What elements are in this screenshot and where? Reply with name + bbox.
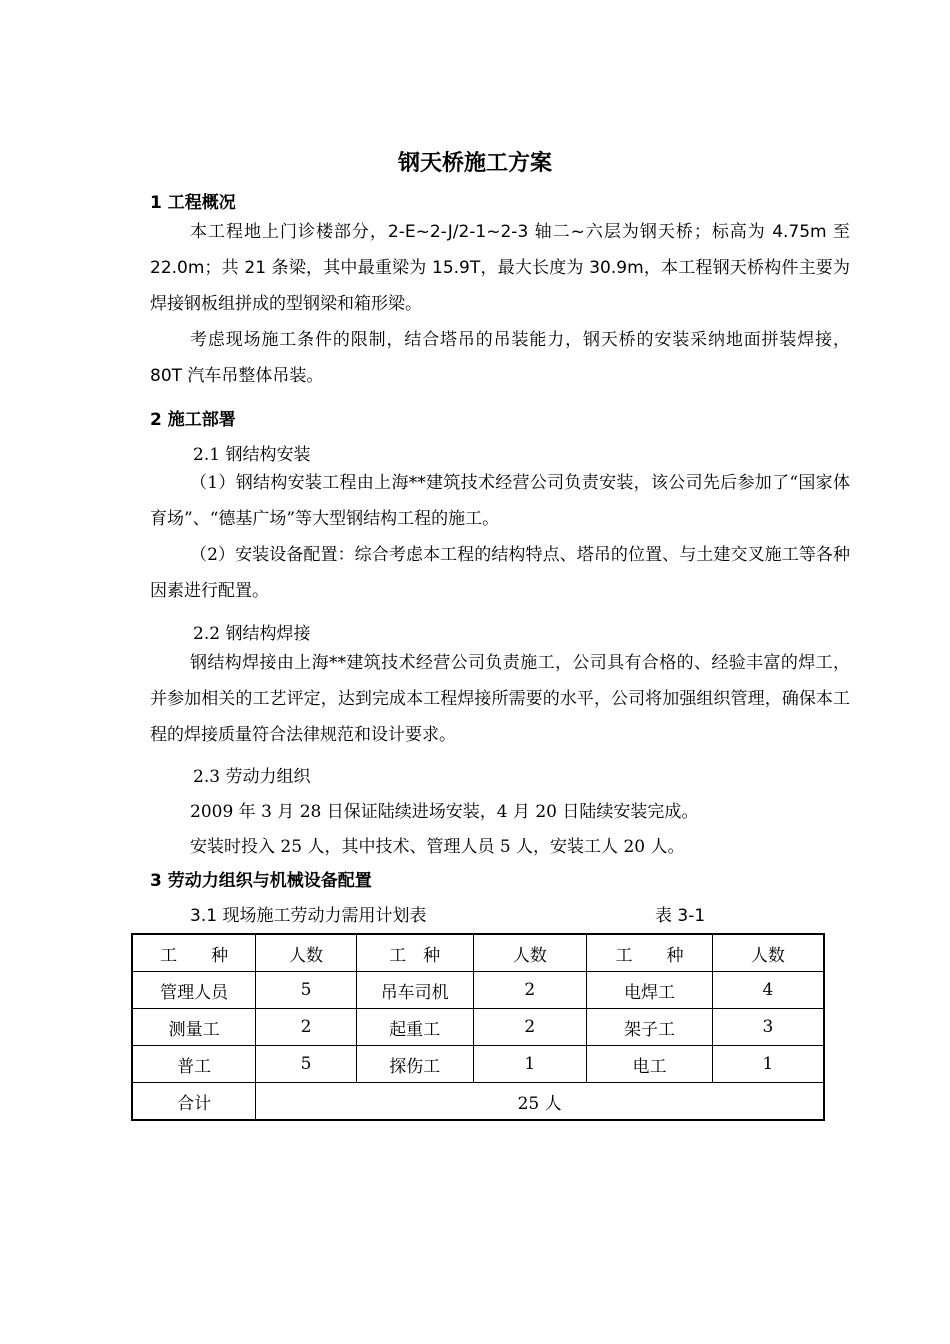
table-cell: 测量工 [132, 1009, 256, 1046]
table-cell: 2 [473, 972, 587, 1009]
section-2-paragraph-2: （2）安装设备配置：综合考虑本工程的结构特点、塔吊的位置、与土建交叉施工等各种因素进行配置。 [150, 545, 850, 601]
header-cell: 工 种 [587, 934, 713, 972]
total-label-cell: 合计 [132, 1083, 256, 1121]
schedule-line: 2009 年 3 月 28 日保证陆续进场安装，4 月 20 日陆续安装完成。 [190, 802, 699, 822]
table-cell: 2 [473, 1009, 587, 1046]
header-cell: 工 种 [132, 934, 256, 972]
table-cell: 管理人员 [132, 972, 256, 1009]
header-cell: 工 种 [356, 934, 473, 972]
table-number: 表 3-1 [655, 906, 706, 926]
table-cell: 普工 [132, 1046, 256, 1083]
total-value-cell: 25 人 [256, 1083, 824, 1121]
table-cell: 起重工 [356, 1009, 473, 1046]
section-2-heading: 2 施工部署 [150, 410, 236, 430]
document-title: 钢天桥施工方案 [397, 151, 552, 176]
table-caption: 3.1 现场施工劳动力需用计划表 [190, 906, 427, 926]
section-1-paragraph-1: 本工程地上门诊楼部分，2-E~2-J/2-1~2-3 轴二~六层为钢天桥；标高为 4.75m 至 22.0m；共 21 条梁，其中最重梁为 15.9T，最大长度为 30.9m，本工程钢天桥构件主要为焊接钢板组拼成的型钢梁和箱形梁。 [150, 222, 850, 314]
header-cell: 人数 [256, 934, 357, 972]
table-cell: 电工 [587, 1046, 713, 1083]
subsection-2-3-heading: 2.3 劳动力组织 [193, 767, 311, 787]
labor-plan-table [131, 933, 825, 1121]
section-3-heading: 3 劳动力组织与机械设备配置 [150, 871, 372, 891]
table-row [132, 1046, 824, 1083]
table-cell: 5 [256, 972, 357, 1009]
section-2-paragraph-3: 钢结构焊接由上海**建筑技术经营公司负责施工，公司具有合格的、经验丰富的焊工，并参加相关的工艺评定，达到完成本工程焊接所需要的水平，公司将加强组织管理，确保本工程的焊接质量符合法律规范和设计要求。 [150, 653, 850, 745]
section-1-heading: 1 工程概况 [150, 193, 236, 213]
table-cell: 1 [712, 1046, 824, 1083]
table-cell: 电焊工 [587, 972, 713, 1009]
table-cell: 2 [256, 1009, 357, 1046]
table-cell: 1 [473, 1046, 587, 1083]
table-cell: 架子工 [587, 1009, 713, 1046]
section-1-paragraph-2: 考虑现场施工条件的限制，结合塔吊的吊装能力，钢天桥的安装采纳地面拼装焊接，80T 汽车吊整体吊装。 [150, 330, 850, 386]
section-2-paragraph-1: （1）钢结构安装工程由上海**建筑技术经营公司负责安装，该公司先后参加了“国家体育场”、“德基广场”等大型钢结构工程的施工。 [150, 473, 850, 529]
subsection-2-1-heading: 2.1 钢结构安装 [193, 445, 311, 465]
table-row [132, 972, 824, 1009]
table-row [132, 1009, 824, 1046]
table-cell: 4 [712, 972, 824, 1009]
header-cell: 人数 [712, 934, 824, 972]
header-cell: 人数 [473, 934, 587, 972]
staffing-line: 安装时投入 25 人，其中技术、管理人员 5 人，安装工人 20 人。 [190, 837, 685, 857]
table-cell: 5 [256, 1046, 357, 1083]
table-header-row [132, 934, 824, 972]
table-cell: 吊车司机 [356, 972, 473, 1009]
table-total-row [132, 1083, 824, 1121]
table-cell: 3 [712, 1009, 824, 1046]
subsection-2-2-heading: 2.2 钢结构焊接 [193, 624, 311, 644]
table-cell: 探伤工 [356, 1046, 473, 1083]
